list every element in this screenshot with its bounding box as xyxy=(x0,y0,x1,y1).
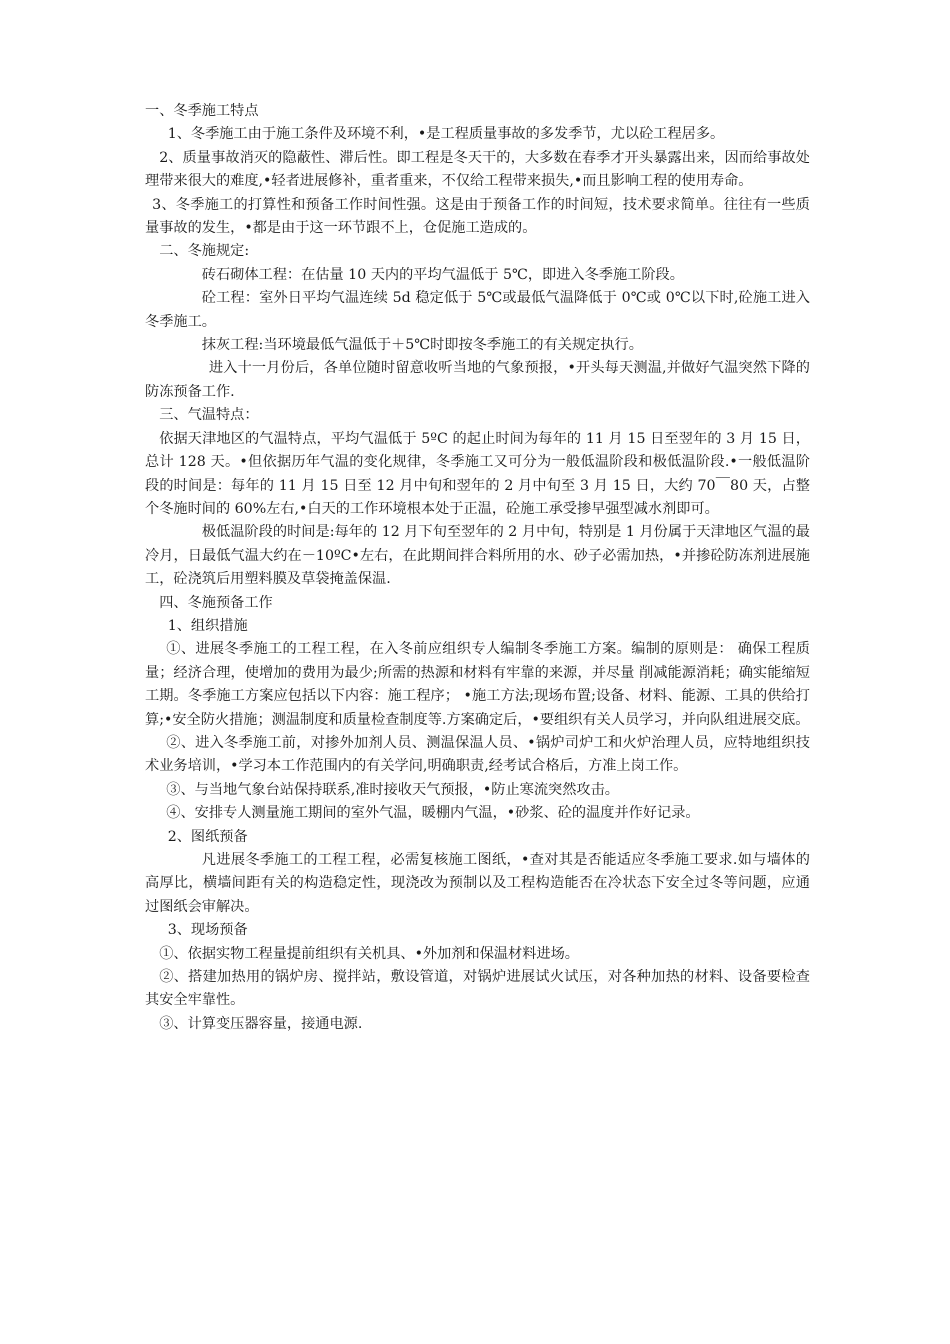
paragraph: 砖石砌体工程：在估量 10 天内的平均气温低于 5℃，即进入冬季施工阶段。 xyxy=(201,266,684,283)
paragraph: 砼工程：室外日平均气温连续 5d 稳定低于 5℃或最低气温降低于 0℃或 0℃以下时,砼施工进入冬季施工。 xyxy=(145,290,810,330)
paragraph: ①、依据实物工程量提前组织有关机具、•外加剂和保温材料进场。 xyxy=(159,945,579,962)
subheading: 3、现场预备 xyxy=(167,922,248,939)
paragraph: 3、冬季施工的打算性和预备工作时间性强。这是由于预备工作的时间短，技术要求简单。往往有一些质量事故的发生，•都是由于这一环节跟不上，仓促施工造成的。 xyxy=(145,196,810,237)
subheading: 2、图纸预备 xyxy=(167,828,248,845)
paragraph: 抹灰工程:当环境最低气温低于＋5℃时即按冬季施工的有关规定执行。 xyxy=(201,337,643,354)
paragraph: ②、进入冬季施工前，对掺外加剂人员、测温保温人员、•锅炉司炉工和火炉治理人员，应特地组织技术业务培训，•学习本工作范围内的有关学问,明确职责,经考试合格后，方准上岗工作。 xyxy=(145,734,810,775)
section-heading-4: 四、冬施预备工作 xyxy=(159,594,273,611)
paragraph: ①、进展冬季施工的工程工程，在入冬前应组织专人编制冬季施工方案。编制的原则是： 确保工程质量；经济合理，使增加的费用为最少;所需的热源和材料有牢靠的来源，并尽量 削减能源消耗；确实能缩短工期。冬季施工方案应包括以下内容：施工程序； •施工方法;现场布置;设备、材料、能源、工具的供给打算;•安全防火措施；测温制度和质量检查制度等.方案确定后，•要组织有关人员学习，并向队组进展交底。 xyxy=(145,641,810,728)
paragraph: 1、冬季施工由于施工条件及环境不利，•是工程质量事故的多发季节，尤以砼工程居多。 xyxy=(167,126,725,143)
paragraph: 2、质量事故消灭的隐蔽性、滞后性。即工程是冬天干的，大多数在春季才开头暴露出来，因而给事故处理带来很大的难度,•轻者进展修补，重者重来，不仅给工程带来损失,•而且影响工程的使用寿命。 xyxy=(145,149,810,190)
paragraph: ②、搭建加热用的锅炉房、搅拌站，敷设管道，对锅炉进展试火试压，对各种加热的材料、设备要检查其安全牢靠性。 xyxy=(145,969,810,1009)
section-heading-3: 三、气温特点： xyxy=(159,407,259,424)
paragraph: ③、与当地气象台站保持联系,准时接收天气预报，•防止寒流突然攻击。 xyxy=(166,781,619,798)
document-body xyxy=(145,100,810,1036)
paragraph: 依据天津地区的气温特点，平均气温低于 5ºC 的起止时间为每年的 11 月 15 日至翌年的 3 月 15 日，总计 128 天。•但依据历年气温的变化规律，冬季施工又可分为一般低温阶段和极低温阶段.•一般低温阶段的时间是：每年的 11 月 15 日至 12 月中旬和翌年的 2 月中旬至 3 月 15 日，大约 70￣80 天，占整个冬施时间的 60%左右,•白天的工作环境根本处于正温，砼施工承受掺早强型减水剂即可。 xyxy=(145,430,810,517)
paragraph: 凡进展冬季施工的工程工程，必需复核施工图纸，•查对其是否能适应冬季施工要求.如与墙体的高厚比，横墙间距有关的构造稳定性，现浇改为预制以及工程构造能否在冷状态下安全过冬等问题，应通过图纸会审解决。 xyxy=(145,852,810,915)
paragraph: 进入十一月份后，各单位随时留意收听当地的气象预报，•开头每天测温,并做好气温突然下降的防冻预备工作. xyxy=(145,360,810,400)
subheading: 1、组织措施 xyxy=(167,617,248,634)
paragraph: ③、计算变压器容量，接通电源. xyxy=(159,1015,363,1032)
section-heading-2: 二、冬施规定: xyxy=(159,243,250,260)
section-heading-1: 一、冬季施工特点 xyxy=(145,103,259,119)
paragraph: 极低温阶段的时间是:每年的 12 月下旬至翌年的 2 月中旬，特别是 1 月份属于天津地区气温的最冷月，日最低气温大约在－10ºC•左右，在此期间拌合料所用的水、砂子必需加热，•并掺砼防冻剂进展施工，砼浇筑后用塑料膜及草袋掩盖保温. xyxy=(145,524,810,588)
paragraph: ④、安排专人测量施工期间的室外气温，暖棚内气温，•砂浆、砼的温度并作好记录。 xyxy=(166,805,700,822)
